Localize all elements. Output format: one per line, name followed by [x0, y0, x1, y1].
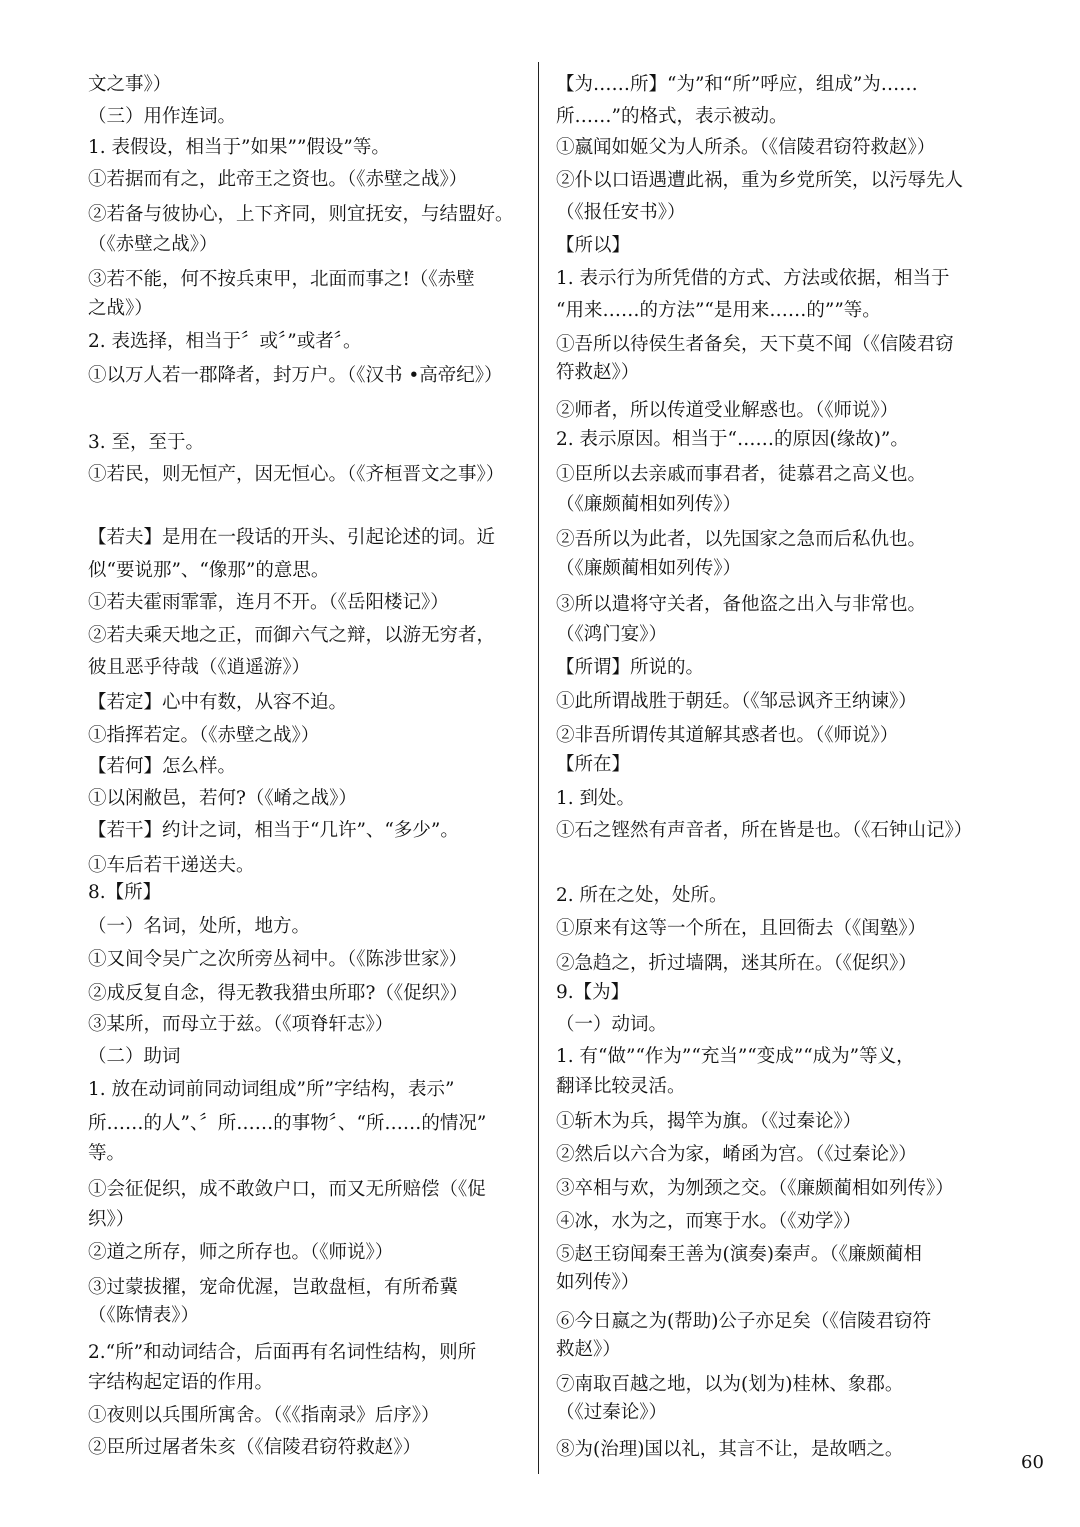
left-line-28: ①又间令吴广之次所旁丛祠中。（《陈涉世家》）: [88, 949, 468, 970]
right-line-21: ②非吾所谓传其道解其惑者也。（《师说》）: [556, 725, 899, 746]
right-line-8: “用来……的方法”“是用来……的””等。: [556, 300, 881, 321]
left-line-35: ①会征促织，成不敢敛户口，而又无所赔偿（《促: [88, 1179, 486, 1200]
right-line-6: 【所以】: [556, 235, 631, 256]
column-divider: [538, 62, 539, 1474]
left-line-34: 等。: [88, 1143, 126, 1164]
right-line-23: 1. 到处。: [556, 788, 636, 809]
left-line-25: ①车后若干递送夫。: [88, 855, 255, 876]
right-line-32: 翻译比较灵活。: [556, 1076, 686, 1097]
left-line-33: 所……的人”、〞所……的事物〞、“所……的情况”: [88, 1113, 487, 1134]
right-line-34: ②然后以六合为家，崤函为宫。（《过秦论》）: [556, 1144, 917, 1165]
right-line-12: 2. 表示原因。相当于“……的原因(缘故)”。: [556, 429, 909, 450]
right-line-5: （《报任安书》）: [556, 202, 686, 223]
left-line-37: ②道之所存，师之所存也。（《师说》）: [88, 1242, 394, 1263]
right-line-7: 1. 表示行为所凭借的方式、方法或依据，相当于: [556, 268, 950, 289]
right-line-1: 【为……所】“为”和“所”呼应，组成”为……: [556, 74, 918, 95]
left-line-7: ③若不能，何不按兵束甲，北面而事之!（《赤壁: [88, 269, 475, 290]
right-line-43: ⑧为(治理)国以礼，其言不让，是故哂之。: [556, 1439, 904, 1460]
right-line-42: （《过秦论》）: [556, 1402, 668, 1423]
right-line-37: ⑤赵王窃闻秦王善为(演奏)秦声。（《廉颇蔺相: [556, 1244, 922, 1265]
right-line-36: ④冰，水为之，而寒于水。（《劝学》）: [556, 1211, 862, 1232]
right-line-14: （《廉颇蔺相如列传》）: [556, 494, 742, 515]
right-line-31: 1. 有“做”“作为”“充当”“变成”“成为”等义，: [556, 1046, 915, 1067]
left-line-19: 彼且恶乎待哉（《逍遥游》）: [88, 657, 311, 678]
right-line-27: ①原来有这等一个所在，且回衙去（《闺塾》）: [556, 918, 927, 939]
left-line-8: 之战》）: [88, 298, 153, 319]
right-line-41: ⑦南取百越之地，以为(划为)桂林、象郡。: [556, 1374, 904, 1395]
left-line-32: 1. 放在动词前同动词组成”所”字结构，表示”: [88, 1079, 455, 1100]
page-number: 60: [1021, 1452, 1044, 1473]
left-line-42: ①夜则以兵围所寓舍。（《《指南录》后序》）: [88, 1405, 440, 1426]
left-line-16: 似“要说那”、“像那”的意思。: [88, 560, 330, 581]
right-line-2: 所……”的格式，表示被动。: [556, 106, 788, 127]
right-line-30: （一）动词。: [556, 1014, 668, 1035]
left-line-22: 【若何】怎么样。: [88, 756, 237, 777]
left-line-41: 字结构起定语的作用。: [88, 1372, 274, 1393]
right-line-33: ①斩木为兵，揭竿为旗。（《过秦论》）: [556, 1111, 862, 1132]
left-line-1: 文之事》）: [88, 74, 172, 95]
left-line-24: 【若干】约计之词，相当于“几许”、“多少”。: [88, 820, 459, 841]
left-line-27: （一）名词，处所，地方。: [88, 916, 311, 937]
left-line-2: （三）用作连词。: [88, 106, 237, 127]
right-line-39: ⑥今日嬴之为(帮助)公子亦足矣（《信陵君窃符: [556, 1311, 932, 1332]
left-line-13: ①若民，则无恒产，因无恒心。（《齐桓晋文之事》）: [88, 464, 505, 485]
left-line-12: 3. 至，至于。: [88, 432, 205, 453]
right-line-3: ①嬴闻如姬父为人所杀。（《信陵君窃符救赵》）: [556, 137, 936, 158]
left-line-21: ①指挥若定。（《赤壁之战》）: [88, 725, 320, 746]
right-line-19: 【所谓】所说的。: [556, 657, 705, 678]
left-line-5: ②若备与彼协心，上下齐同，则宜抚安，与结盟好。: [88, 204, 514, 225]
left-line-15: 【若夫】是用在一段话的开头、引起论述的词。近: [88, 527, 496, 548]
left-line-20: 【若定】心中有数，从容不迫。: [88, 692, 348, 713]
left-line-6: （《赤壁之战》）: [88, 234, 218, 255]
left-line-31: （二）助词: [88, 1046, 181, 1067]
right-line-13: ①臣所以去亲戚而事君者，徒慕君之高义也。: [556, 464, 927, 485]
right-line-4: ②仆以口语遇遭此祸，重为乡党所笑，以污辱先人: [556, 170, 964, 191]
left-line-29: ②成反复自念，得无教我猎虫所耶?（《促织》）: [88, 983, 468, 1004]
right-line-15: ②吾所以为此者，以先国家之急而后私仇也。: [556, 529, 927, 550]
right-line-35: ③卒相与欢，为刎颈之交。（《廉颇蔺相如列传》）: [556, 1178, 954, 1199]
right-line-16: （《廉颇蔺相如列传》）: [556, 558, 742, 579]
right-line-28: ②急趋之，折过墙隅，迷其所在。（《促织》）: [556, 953, 917, 974]
left-line-38: ③过蒙拔擢，宠命优渥，岂敢盘桓，有所希冀: [88, 1277, 459, 1298]
right-line-17: ③所以遣将守关者，备他盗之出入与非常也。: [556, 594, 927, 615]
left-line-43: ②臣所过屠者朱亥（《信陵君窃符救赵》）: [88, 1437, 422, 1458]
left-line-26: 8.【所】: [88, 882, 162, 903]
right-line-38: 如列传》）: [556, 1272, 640, 1293]
right-line-11: ②师者，所以传道受业解惑也。（《师说》）: [556, 400, 899, 421]
right-line-20: ①此所谓战胜于朝廷。（《邹忌讽齐王纳谏》）: [556, 691, 917, 712]
right-line-10: 符救赵》）: [556, 362, 640, 383]
left-line-4: ①若据而有之，此帝王之资也。（《赤壁之战》）: [88, 169, 468, 190]
left-line-9: 2. 表选择，相当于〞或〞”或者〞。: [88, 331, 362, 352]
left-line-3: 1. 表假设，相当于”如果””假设”等。: [88, 137, 390, 158]
right-line-18: （《鸿门宴》）: [556, 624, 668, 645]
left-line-23: ①以闲敝邑，若何?（《崤之战》）: [88, 788, 357, 809]
right-line-40: 救赵》）: [556, 1339, 621, 1360]
right-line-9: ①吾所以待侯生者备矣，天下莫不闻（《信陵君窃: [556, 334, 954, 355]
left-line-18: ②若夫乘天地之正，而御六气之辩，以游无穷者，: [88, 625, 496, 646]
left-line-30: ③某所，而母立于兹。（《项脊轩志》）: [88, 1014, 394, 1035]
right-line-24: ①石之铿然有声音者，所在皆是也。（《石钟山记》）: [556, 820, 973, 841]
left-line-17: ①若夫霍雨霏霏，连月不开。（《岳阳楼记》）: [88, 592, 449, 613]
right-line-22: 【所在】: [556, 754, 631, 775]
right-line-29: 9.【为】: [556, 982, 630, 1003]
left-line-39: （《陈情表》）: [88, 1305, 200, 1326]
right-line-26: 2. 所在之处，处所。: [556, 885, 728, 906]
left-line-40: 2.“所”和动词结合，后面再有名词性结构，则所: [88, 1342, 477, 1363]
left-line-36: 织》）: [88, 1209, 135, 1230]
left-line-10: ①以万人若一郡降者，封万户。（《汉书 •高帝纪》）: [88, 365, 503, 386]
